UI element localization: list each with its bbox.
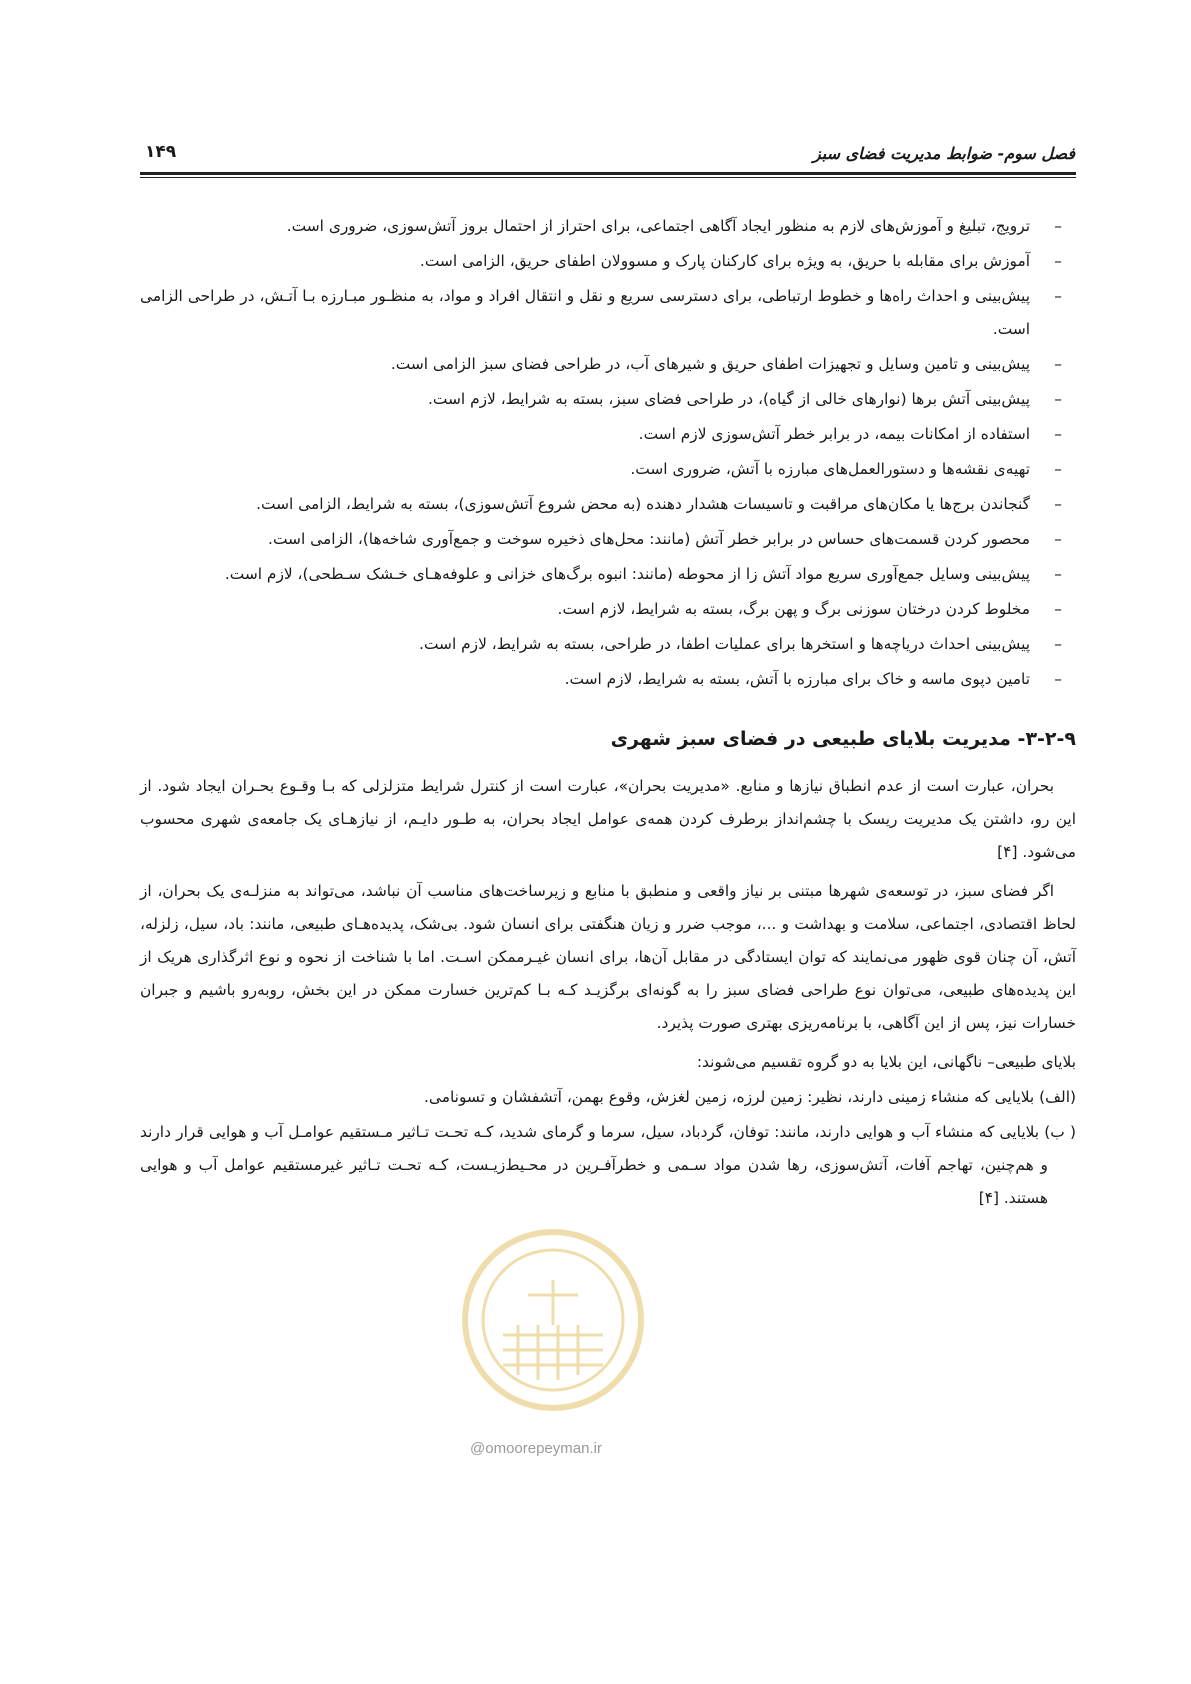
bullet-dash: – [1054, 495, 1062, 513]
bullet-item [140, 663, 1076, 696]
bullet-item [140, 593, 1076, 626]
bullet-text: پیش‌بینی و تامین وسایل و تجهیزات اطفای حریق و شیرهای آب، در طراحی فضای سبز الزامی است. [390, 355, 1030, 373]
bullet-item [140, 280, 1076, 346]
bullet-dash: – [1054, 530, 1062, 548]
bullet-text: محصور کردن قسمت‌های حساس در برابر خطر آتش (مانند: محل‌های ذخیره سوخت و جمع‌آوری شاخه‌ها)، الزامی است. [268, 530, 1030, 548]
bullet-dash: – [1054, 635, 1062, 653]
bullet-text: تهیه‌ی نقشه‌ها و دستورالعمل‌های مبارزه با آتش، ضروری است. [630, 460, 1030, 478]
bullet-text: ترویج، تبلیغ و آموزش‌های لازم به منظور ایجاد آگاهی اجتماعی، برای احتراز از احتمال بروز آتش‌سوزی، ضروری است. [286, 217, 1030, 235]
bullet-item [140, 383, 1076, 416]
bullet-dash: – [1054, 460, 1062, 478]
bullet-text: پیش‌بینی احداث دریاچه‌ها و استخرها برای عملیات اطفا، در طراحی، بسته به شرایط، لازم است. [419, 635, 1030, 653]
chapter-title: فصل سوم- ضوابط مدیریت فضای سبز [812, 144, 1075, 163]
bullet-item [140, 453, 1076, 486]
bullet-item [140, 628, 1076, 661]
bullet-item [140, 523, 1076, 556]
watermark-url: @omoorepeyman.ir [470, 1440, 602, 1457]
header-rule [140, 172, 1076, 175]
bullet-dash: – [1054, 425, 1062, 443]
bullet-item [140, 348, 1076, 381]
running-header [145, 140, 1075, 168]
bullet-item [140, 558, 1076, 591]
bullet-dash: – [1054, 670, 1062, 688]
bullet-dash: – [1054, 287, 1062, 305]
bullet-dash: – [1054, 217, 1062, 235]
bullet-item [140, 210, 1076, 243]
section-heading: ۳-۲-۹- مدیریت بلایای طبیعی در فضای سبز شهری [610, 728, 1076, 750]
paragraph: بلایای طبیعی– ناگهانی، این بلایا به دو گروه تقسیم می‌شوند: [696, 1053, 1076, 1071]
bullet-list [140, 210, 1076, 696]
bullet-text: آموزش برای مقابله با حریق، به ویژه برای کارکنان پارک و مسوولان اطفای حریق، الزامی است. [419, 252, 1030, 270]
list-item-b: ( ب) بلایایی که منشاء آب و هوایی دارند، مانند: توفان، گردباد، سیل، سرما و گرمای شدید، کـه تحـت تـاثیر مـستقیم عوامـل آب و هوایی قرار دارند و هم‌چنین، تهاجم آفات، آتش‌سوزی، رها شدن مواد سـمی و خطرآفـرین در محـیط‌زیـست، کـه تحـت تـاثیر غیرمستقیم عوامل آب و هوایی هستند. [۴] [140, 1123, 1076, 1207]
watermark-logo [458, 1225, 648, 1415]
bullet-text: پیش‌بینی آتش برها (نوارهای خالی از گیاه)، در طراحی فضای سبز، بسته به شرایط، لازم است. [428, 390, 1030, 408]
paragraph: اگر فضای سبز، در توسعه‌ی شهرها مبتنی بر نیاز واقعی و منطبق با منابع و زیرساخت‌های مناسب آن نباشد، می‌تواند به منزلـه‌ی یک بحران، از لحاظ اقتصادی، اجتماعی، سلامت و بهداشت و ...، موجب ضرر و زیان هنگفتی برای انسان شود. بی‌شک، پدیده‌هـای طبیعی، مانند: باد، سیل، زلزله، آتش، آن چنان قوی ظهور می‌نمایند که توان ایستادگی در مقابل آن‌ها، برای انسان غیـرممکن اسـت. اما با شناخت از نحوه و نوع اثرگذاری هریک از این پدیده‌های طبیعی، می‌توان نوع طراحی فضای سبز را به گونه‌ای برگزیـد کـه بـا کم‌ترین خسارت ممکن در این بخش، روبه‌رو باشیم و جبران خسارات نیز، پس از این آگاهی، با برنامه‌ریزی بهتری صورت پذیرد. [140, 882, 1076, 1032]
bullet-dash: – [1054, 355, 1062, 373]
bullet-text: پیش‌بینی وسایل جمع‌آوری سریع مواد آتش زا از محوطه (مانند: انبوه برگ‌های خزانی و علوفه‌هـای خـشک سـطحی)، لازم است. [224, 565, 1030, 583]
bullet-text: گنجاندن برج‌ها یا مکان‌های مراقبت و تاسیسات هشدار دهنده (به محض شروع آتش‌سوزی)، بسته به شرایط، الزامی است. [256, 495, 1030, 513]
header-rule-thin [140, 177, 1076, 178]
bullet-item [140, 418, 1076, 451]
bullet-dash: – [1054, 252, 1062, 270]
bullet-text: استفاده از امکانات بیمه، در برابر خطر آتش‌سوزی لازم است. [638, 425, 1030, 443]
bullet-item [140, 245, 1076, 278]
paragraph: بحران، عبارت است از عدم انطباق نیازها و منابع. «مدیریت بحران»، عبارت است از کنترل شرایط متزلزلی که بـا وقـوع بحـران ایجاد شود. از این رو، داشتن یک مدیریت ریسک با چشم‌انداز برطرف کردن همه‌ی عوامل ایجاد بحران، به طـور دایـم، از نیازهـای یک جامعه‌ی شهری محسوب می‌شود. [۴] [140, 777, 1076, 861]
bullet-dash: – [1054, 600, 1062, 618]
bullet-text: مخلوط کردن درختان سوزنی برگ و پهن برگ، بسته به شرایط، لازم است. [557, 600, 1030, 618]
list-item-a: (الف) بلایایی که منشاء زمینی دارند، نظیر: زمین لرزه، زمین لغزش، وقوع بهمن، آتشفشان و تسونامی. [424, 1088, 1076, 1106]
bullet-dash: – [1054, 565, 1062, 583]
bullet-text: تامین دپوی ماسه و خاک برای مبارزه با آتش، بسته به شرایط، لازم است. [564, 670, 1030, 688]
bullet-text: پیش‌بینی و احداث راه‌ها و خطوط ارتباطی، برای دسترسی سریع و نقل و انتقال افراد و مواد، به منظـور مبـارزه بـا آتـش، در طراحی الزامی است. [140, 287, 1030, 338]
bullet-dash: – [1054, 390, 1062, 408]
page-number: ۱۴۹ [145, 142, 177, 162]
page-body [140, 210, 1076, 1217]
bullet-item [140, 488, 1076, 521]
